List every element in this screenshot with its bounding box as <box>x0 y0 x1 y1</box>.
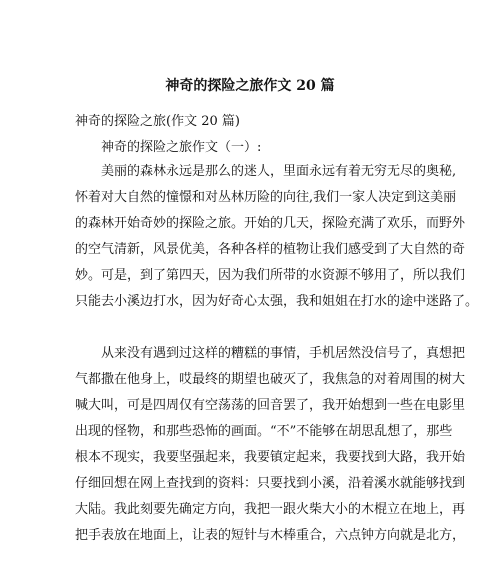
paragraph-1 <box>75 159 479 315</box>
paragraph-2 <box>75 341 466 549</box>
paragraph-line: 的森林开始奇妙的探险之旅。开始的几天，探险充满了欢乐，而野外 <box>75 216 466 231</box>
paragraph-line: 根本不现实，我要坚强起来，我要镇定起来，我要找到大路，我开始 <box>75 450 466 465</box>
paragraph-line: 美丽的森林永远是那么的迷人，里面永远有着无穷无尽的奥秘, <box>101 164 457 179</box>
paragraph-line: 的空气清新，风景优美，各种各样的植物让我们感受到了大自然的奇 <box>75 242 466 257</box>
paragraph-line: 只能去小溪边打水，因为好奇心太强，我和姐姐在打水的途中迷路了。 <box>75 294 479 309</box>
paragraph-line: 怀着对大自然的憧憬和对丛林历险的向往,我们一家人决定到这美丽 <box>75 190 457 205</box>
paragraph-line: 仔细回想在网上查找到的资料：只要找到小溪，沿着溪水就能够找到 <box>75 476 466 491</box>
document-title: 神奇的探险之旅作文 20 篇 <box>165 78 335 94</box>
paragraph-line: 从来没有遇到过这样的糟糕的事情，手机居然没信号了，真想把 <box>101 346 466 361</box>
paragraph-line: 出现的怪物，和那些恐怖的画面。“不”不能够在胡思乱想了，那些 <box>75 424 453 439</box>
paragraph-line: 气都撒在他身上，哎最终的期望也破灭了，我焦急的对着周围的树大 <box>75 372 466 387</box>
paragraph-line: 把手表放在地面上，让表的短针与木棒重合，六点钟方向就是北方， <box>75 528 466 543</box>
paragraph-line: 喊大叫，可是四周仅有空荡荡的回音罢了，我开始想到一些在电影里 <box>75 398 466 413</box>
paragraph-line: 妙。可是，到了第四天，因为我们所带的水资源不够用了，所以我们 <box>75 268 466 283</box>
paragraph-line: 大陆。我此刻要先确定方向，我把一跟火柴大小的木棍立在地上，再 <box>75 502 466 517</box>
section-heading: 神奇的探险之旅作文（一）: <box>101 140 262 155</box>
document-subtitle: 神奇的探险之旅(作文 20 篇) <box>75 114 240 129</box>
